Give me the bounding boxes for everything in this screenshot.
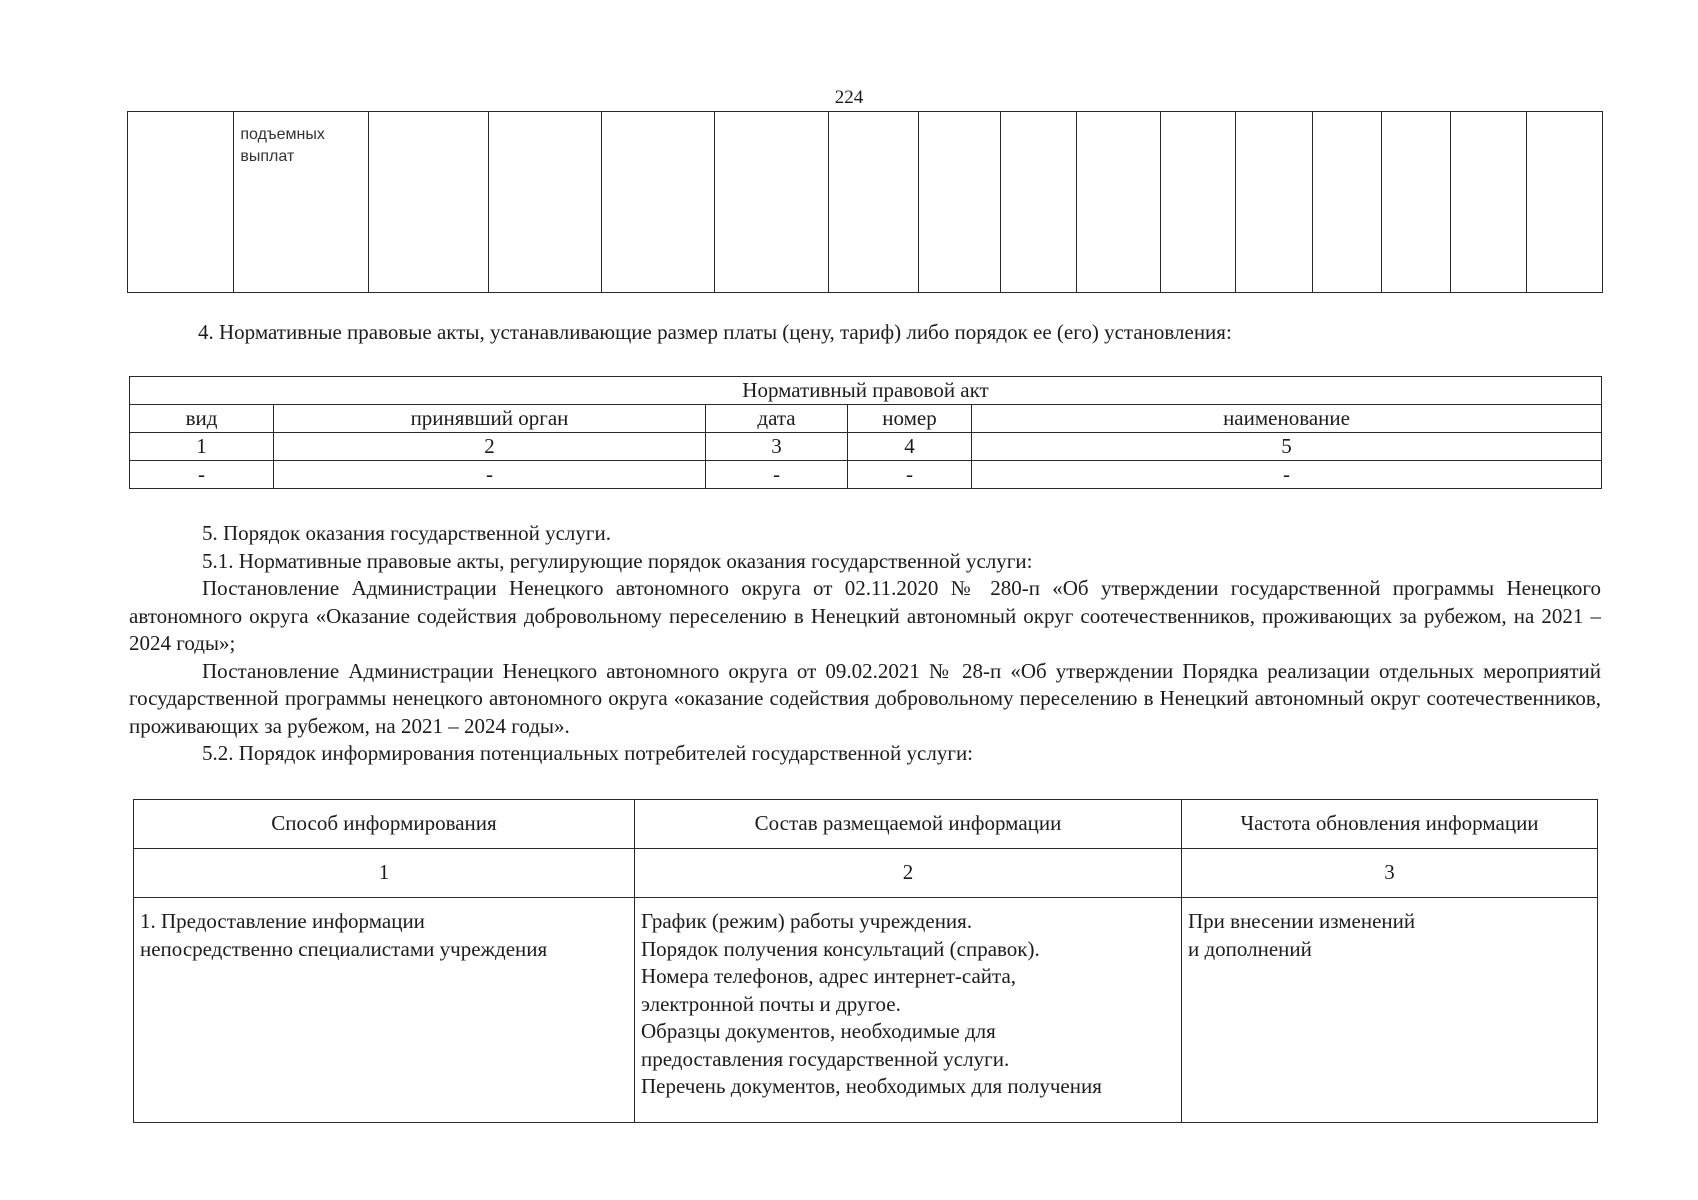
- column-header: Способ информирования: [134, 800, 635, 849]
- column-number: 2: [635, 849, 1182, 898]
- cell-text-line: Номера телефонов, адрес интернет-сайта,: [641, 964, 1017, 988]
- column-header: номер: [848, 405, 972, 433]
- column-number: 5: [972, 433, 1602, 461]
- table-cell: -: [274, 461, 706, 489]
- cell-text-line: Образцы документов, необходимые для: [641, 1019, 996, 1043]
- cell-text-line: При внесении изменений: [1188, 909, 1416, 933]
- column-header: дата: [706, 405, 848, 433]
- table-cell: [1235, 112, 1312, 293]
- table-cell: -: [130, 461, 274, 489]
- cell-text-line: подъемных: [240, 126, 325, 143]
- column-header: Состав размещаемой информации: [635, 800, 1182, 849]
- column-header: Частота обновления информации: [1182, 800, 1598, 849]
- method-cell: [134, 898, 635, 1123]
- section-5-heading: 5. Порядок оказания государственной услуги.: [202, 521, 611, 545]
- table-cell: [1312, 112, 1381, 293]
- column-number: 3: [706, 433, 848, 461]
- table-cell: [918, 112, 1000, 293]
- section-5-text: [129, 520, 1601, 768]
- legal-acts-table: [129, 376, 1602, 489]
- column-number: 2: [274, 433, 706, 461]
- informing-table: [133, 799, 1598, 1123]
- table-cell: -: [972, 461, 1602, 489]
- cell-text-line: Перечень документов, необходимых для получения: [641, 1074, 1102, 1098]
- table-cell: [234, 112, 369, 293]
- column-number: 4: [848, 433, 972, 461]
- column-header: наименование: [972, 405, 1602, 433]
- table-cell: [1450, 112, 1526, 293]
- table-cell: [488, 112, 601, 293]
- cell-text-line: выплат: [240, 148, 295, 165]
- cell-text-line: График (режим) работы учреждения.: [641, 909, 973, 933]
- table-cell: [1077, 112, 1160, 293]
- table-cell: [368, 112, 488, 293]
- table-cell: [1381, 112, 1450, 293]
- column-header: принявший орган: [274, 405, 706, 433]
- continuation-table: [127, 111, 1603, 293]
- cell-text-line: и дополнений: [1188, 936, 1312, 961]
- column-number: 1: [134, 849, 635, 898]
- table-cell: -: [706, 461, 848, 489]
- table-title: Нормативный правовой акт: [130, 377, 1602, 405]
- section-4-heading: 4. Нормативные правовые акты, устанавливающие размер платы (цену, тариф) либо порядок ее (его) установления:: [198, 320, 1232, 344]
- table-cell: -: [848, 461, 972, 489]
- table-cell: [828, 112, 918, 293]
- regulation-paragraph: Постановление Администрации Ненецкого автономного округа от 02.11.2020 № 280-п «Об утверждении государственной программы Ненецкого автономного округа «Оказание содействия добровольному переселению в Ненецкий автономный округ соотечественников, проживающих за рубежом, на 2021 – 2024 годы»;: [129, 576, 1601, 655]
- table-cell: [1160, 112, 1235, 293]
- table-cell: [1001, 112, 1077, 293]
- table-cell: [128, 112, 234, 293]
- table-cell: [1526, 112, 1602, 293]
- page-number: 224: [834, 87, 864, 108]
- table-cell: [715, 112, 829, 293]
- cell-text-line: Порядок получения консультаций (справок).: [641, 936, 1040, 961]
- cell-text-line: непосредственно специалистами учреждения: [140, 936, 548, 961]
- section-5-1-heading: 5.1. Нормативные правовые акты, регулирующие порядок оказания государственной услуги:: [202, 548, 1033, 573]
- table-cell: [601, 112, 715, 293]
- column-number: 1: [130, 433, 274, 461]
- content-cell: [635, 898, 1182, 1123]
- cell-text-line: электронной почты и другое.: [641, 991, 901, 1016]
- cell-text-line: предоставления государственной услуги.: [641, 1046, 1010, 1071]
- cell-text-line: 1. Предоставление информации: [140, 909, 425, 933]
- column-header: вид: [130, 405, 274, 433]
- section-5-2-heading: 5.2. Порядок информирования потенциальных потребителей государственной услуги:: [202, 741, 974, 765]
- column-number: 3: [1182, 849, 1598, 898]
- regulation-paragraph: Постановление Администрации Ненецкого автономного округа от 09.02.2021 № 28-п «Об утверждении Порядка реализации отдельных мероприятий государственной программы ненецкого автономного округа «оказание содействия добровольному переселению в Ненецкий автономный округ соотечественников, проживающих за рубежом, на 2021 – 2024 годы».: [129, 658, 1601, 738]
- frequency-cell: [1182, 898, 1598, 1123]
